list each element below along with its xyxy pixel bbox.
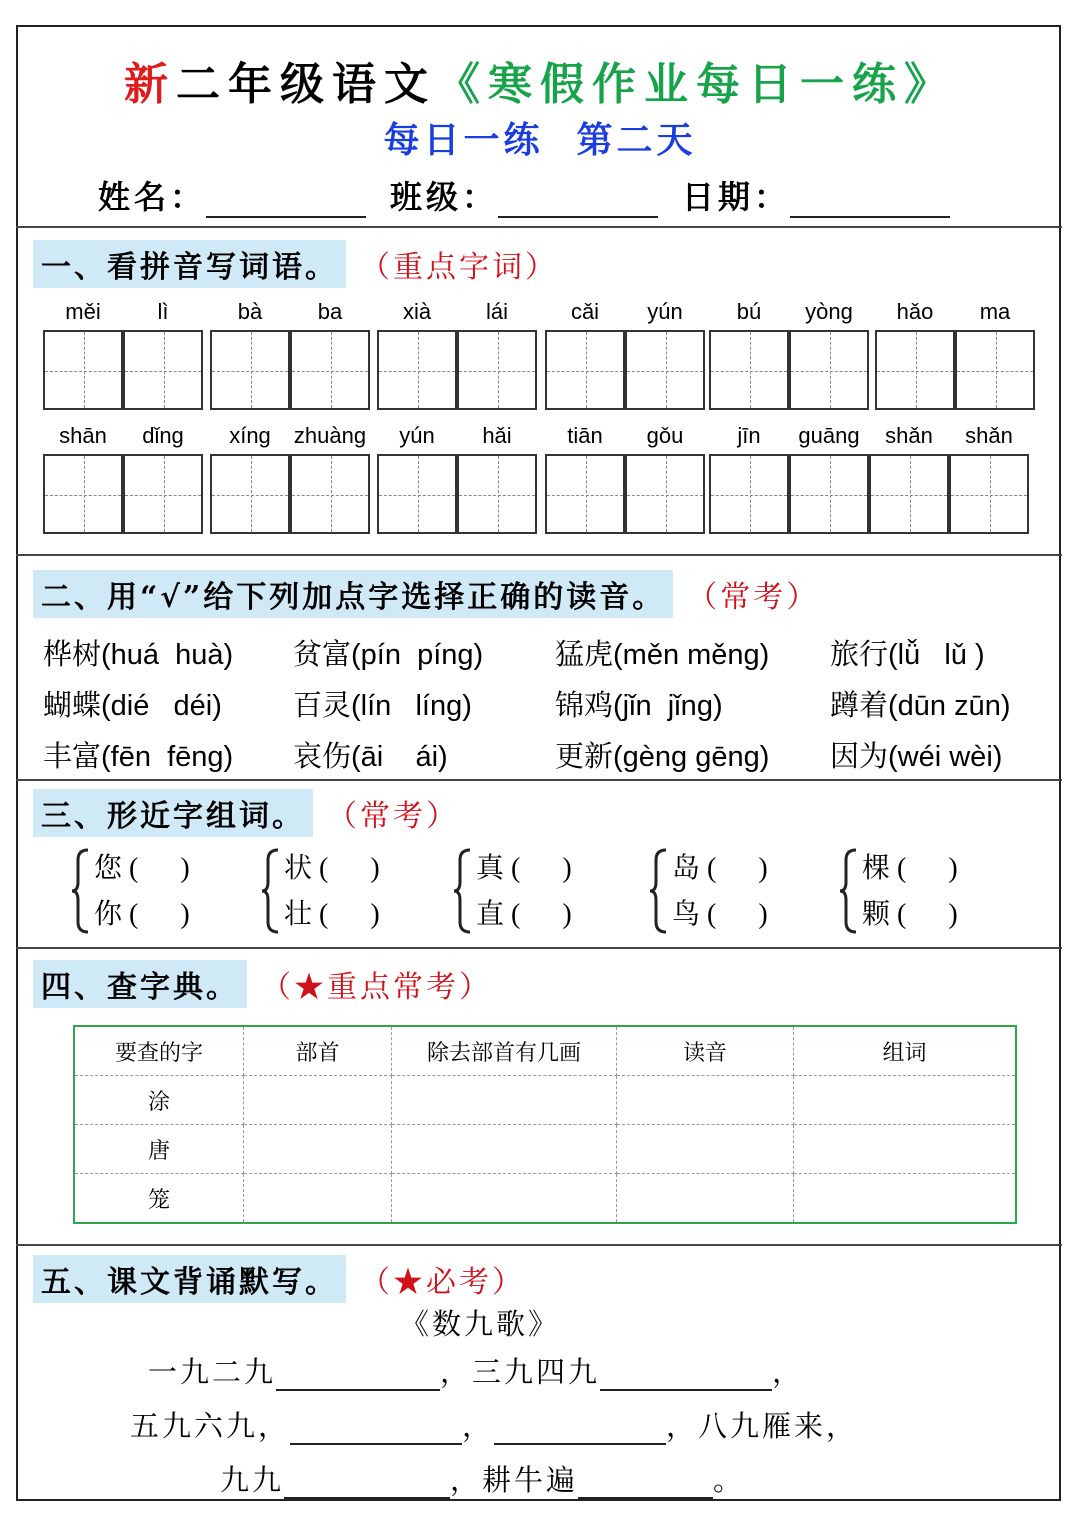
poem-line-3: [220, 1458, 745, 1499]
section3-tag: （常考）: [327, 799, 459, 834]
pinyin-options[interactable]: (lín líng): [351, 690, 472, 722]
divider: [16, 1244, 1062, 1246]
reading-item[interactable]: [830, 632, 985, 673]
answer-cell[interactable]: [244, 1125, 392, 1174]
reading-item[interactable]: [43, 734, 233, 775]
answer-cell[interactable]: [617, 1076, 794, 1125]
brace-icon: [70, 848, 92, 934]
title-red: 新: [124, 59, 176, 110]
pinyin: ba: [317, 299, 343, 324]
text: 五九六九，: [130, 1409, 291, 1443]
writing-box[interactable]: [377, 454, 457, 534]
word: 锦鸡: [555, 688, 614, 722]
text: 。: [713, 1463, 746, 1497]
brace-icon: [648, 848, 670, 934]
writing-box[interactable]: [789, 330, 869, 410]
reading-item[interactable]: [555, 734, 769, 775]
char: 颗: [862, 899, 891, 930]
writing-box[interactable]: [210, 330, 290, 410]
pinyin-options[interactable]: (pín píng): [351, 639, 484, 671]
char-pair-item[interactable]: 鸟 ( ): [672, 899, 768, 930]
char-pair-item[interactable]: 状 ( ): [284, 853, 380, 884]
pinyin: hǎo: [896, 299, 934, 324]
char: 状: [284, 853, 313, 884]
title-black: 二年级语文: [176, 59, 436, 110]
col-header: 除去部首有几画: [392, 1026, 617, 1076]
pinyin-options[interactable]: (wéi wèi): [888, 741, 1003, 773]
pinyin-options[interactable]: (jǐn jǐng): [613, 690, 723, 722]
blank[interactable]: [276, 1353, 440, 1391]
answer-cell[interactable]: [794, 1174, 1017, 1224]
section4-tag: （★重点常考）: [261, 970, 492, 1005]
text: ，: [772, 1355, 805, 1389]
answer-cell[interactable]: [617, 1174, 794, 1224]
char: 直: [476, 899, 505, 930]
word: 哀伤: [293, 739, 352, 773]
pinyin-options[interactable]: (huá huà): [101, 639, 234, 671]
pinyin: bú: [736, 299, 762, 324]
section3-title: 三、形近字组词。: [33, 789, 313, 837]
reading-item[interactable]: [293, 734, 448, 775]
writing-box[interactable]: [123, 330, 203, 410]
title-green: 《寒假作业每日一练》: [436, 59, 956, 110]
section5-tag: （★必考）: [360, 1265, 525, 1300]
answer-cell[interactable]: [244, 1076, 392, 1125]
pinyin: zhuàng: [293, 423, 367, 448]
dictionary-table: [73, 1025, 1017, 1224]
pinyin: cǎi: [570, 299, 600, 324]
pinyin-options[interactable]: (lǚ lǔ ): [888, 639, 985, 671]
writing-box[interactable]: [625, 330, 705, 410]
writing-box[interactable]: [949, 454, 1029, 534]
writing-box[interactable]: [709, 330, 789, 410]
answer-cell[interactable]: [392, 1174, 617, 1224]
divider: [16, 554, 1062, 556]
class-field[interactable]: [390, 172, 658, 218]
col-header: 要查的字: [74, 1026, 244, 1076]
pinyin-options[interactable]: (āi ái): [351, 741, 448, 773]
char-pair-item[interactable]: 颗 ( ): [862, 899, 958, 930]
char-pair-item[interactable]: 岛 ( ): [672, 853, 768, 884]
writing-box[interactable]: [210, 454, 290, 534]
writing-box[interactable]: [457, 454, 537, 534]
pinyin: gǒu: [646, 423, 684, 448]
pinyin: hǎi: [482, 423, 512, 448]
brace-icon: [452, 848, 474, 934]
section3-header: [33, 789, 459, 837]
writing-box[interactable]: [875, 330, 955, 410]
answer-cell[interactable]: [392, 1076, 617, 1125]
table-row: [74, 1125, 1016, 1174]
writing-box[interactable]: [290, 454, 370, 534]
brace-icon: [260, 848, 282, 934]
section2-header: [33, 570, 819, 618]
poem-title: 《数九歌》: [400, 1307, 561, 1341]
pinyin: shǎn: [885, 423, 933, 448]
divider: [16, 226, 1062, 228]
section1-header: [33, 240, 558, 288]
word: 百灵: [293, 688, 352, 722]
pinyin: shān: [59, 423, 107, 448]
section4-header: [33, 960, 492, 1008]
pinyin: lái: [485, 299, 508, 324]
writing-box[interactable]: [43, 330, 123, 410]
pinyin: dǐng: [142, 423, 184, 448]
pinyin: yòng: [805, 299, 853, 324]
text: ，三九四九: [440, 1355, 601, 1389]
pinyin-options[interactable]: (měn měng): [613, 639, 770, 671]
answer-cell[interactable]: [794, 1125, 1017, 1174]
answer-cell[interactable]: [617, 1125, 794, 1174]
table-header: [74, 1026, 1016, 1076]
reading-item[interactable]: [555, 683, 723, 724]
section5-header: [33, 1255, 525, 1303]
class-label: 班级：: [390, 178, 499, 216]
char-pair-item[interactable]: 您 ( ): [94, 853, 190, 884]
writing-box[interactable]: [789, 454, 869, 534]
pinyin: xià: [402, 299, 432, 324]
char: 岛: [672, 853, 701, 884]
pinyin-options[interactable]: (dūn zūn): [888, 690, 1011, 722]
writing-box[interactable]: [377, 330, 457, 410]
writing-box[interactable]: [290, 330, 370, 410]
subtitle: 每日一练 第二天: [383, 119, 697, 161]
pinyin: shǎn: [965, 423, 1013, 448]
writing-box[interactable]: [625, 454, 705, 534]
col-header: 组词: [794, 1026, 1017, 1076]
writing-box[interactable]: [43, 454, 123, 534]
char: 壮: [284, 899, 313, 930]
word: 更新: [555, 739, 614, 773]
pinyin-options[interactable]: (dié déi): [101, 690, 222, 722]
brace-icon: [838, 848, 860, 934]
page-title: [0, 48, 1080, 112]
col-header: 部首: [244, 1026, 392, 1076]
pinyin: bà: [237, 299, 263, 324]
pinyin-options[interactable]: (gèng gēng): [613, 741, 770, 773]
text: ，: [462, 1409, 495, 1443]
pinyin: guāng: [798, 423, 860, 448]
word: 蹲着: [830, 688, 889, 722]
reading-item[interactable]: [830, 683, 1011, 724]
reading-item[interactable]: [555, 632, 769, 673]
text: 九九: [220, 1463, 285, 1497]
blank[interactable]: [578, 1461, 713, 1499]
student-info-row: [98, 172, 950, 218]
blank[interactable]: [494, 1407, 666, 1445]
reading-item[interactable]: [830, 734, 1002, 775]
section4-title: 四、查字典。: [33, 960, 247, 1008]
pinyin: xíng: [229, 423, 271, 448]
section1-tag: （重点字词）: [360, 250, 558, 285]
pinyin: měi: [65, 299, 101, 324]
table-row: [74, 1174, 1016, 1224]
poem-line-2: [130, 1404, 858, 1445]
divider: [16, 947, 1062, 949]
pinyin: yún: [647, 299, 683, 324]
answer-cell[interactable]: [392, 1125, 617, 1174]
divider: [16, 779, 1062, 781]
word: 猛虎: [555, 637, 614, 671]
word: 蝴蝶: [43, 688, 102, 722]
blank[interactable]: [284, 1461, 450, 1499]
char: 棵: [862, 853, 891, 884]
reading-item[interactable]: [43, 683, 222, 724]
word: 桦树: [43, 637, 102, 671]
text: 一九二九: [148, 1355, 277, 1389]
char-cell: 唐: [74, 1125, 244, 1174]
char-cell: 涂: [74, 1076, 244, 1125]
table-row: [74, 1076, 1016, 1125]
char-cell: 笼: [74, 1174, 244, 1224]
date-field[interactable]: [682, 172, 950, 218]
word: 因为: [830, 739, 889, 773]
section2-title: 二、用“√”给下列加点字选择正确的读音。: [33, 570, 673, 618]
text: ，耕牛遍: [450, 1463, 579, 1497]
char: 您: [94, 853, 123, 884]
char: 你: [94, 899, 123, 930]
section1-title: 一、看拼音写词语。: [33, 240, 346, 288]
word: 丰富: [43, 739, 102, 773]
name-field[interactable]: [98, 172, 366, 218]
pinyin-options[interactable]: (fēn fēng): [101, 741, 234, 773]
col-header: 读音: [617, 1026, 794, 1076]
pinyin: tiān: [567, 423, 603, 448]
writing-box[interactable]: [457, 330, 537, 410]
pinyin: yún: [399, 423, 435, 448]
char-pair-item[interactable]: 壮 ( ): [284, 899, 380, 930]
writing-box[interactable]: [123, 454, 203, 534]
blank[interactable]: [290, 1407, 462, 1445]
blank[interactable]: [600, 1353, 772, 1391]
pinyin: lì: [157, 299, 169, 324]
char: 鸟: [672, 899, 701, 930]
pinyin: jīn: [737, 423, 761, 448]
writing-box[interactable]: [545, 330, 625, 410]
writing-box[interactable]: [545, 454, 625, 534]
reading-item[interactable]: [293, 683, 472, 724]
char-pair-item[interactable]: 直 ( ): [476, 899, 572, 930]
writing-box[interactable]: [955, 330, 1035, 410]
answer-cell[interactable]: [794, 1076, 1017, 1125]
word: 旅行: [830, 637, 889, 671]
writing-box[interactable]: [709, 454, 789, 534]
char-pair-item[interactable]: 你 ( ): [94, 899, 190, 930]
writing-box[interactable]: [869, 454, 949, 534]
reading-item[interactable]: [293, 632, 483, 673]
char: 真: [476, 853, 505, 884]
reading-item[interactable]: [43, 632, 233, 673]
char-pair-item[interactable]: 真 ( ): [476, 853, 572, 884]
section2-tag: （常考）: [687, 580, 820, 615]
name-label: 姓名：: [98, 178, 207, 216]
answer-cell[interactable]: [244, 1174, 392, 1224]
section5-title: 五、课文背诵默写。: [33, 1255, 346, 1303]
date-label: 日期：: [682, 178, 791, 216]
word: 贫富: [293, 637, 352, 671]
char-pair-item[interactable]: 棵 ( ): [862, 853, 958, 884]
poem-line-1: [148, 1350, 804, 1391]
pinyin: ma: [979, 299, 1011, 324]
text: ，八九雁来，: [666, 1409, 859, 1443]
